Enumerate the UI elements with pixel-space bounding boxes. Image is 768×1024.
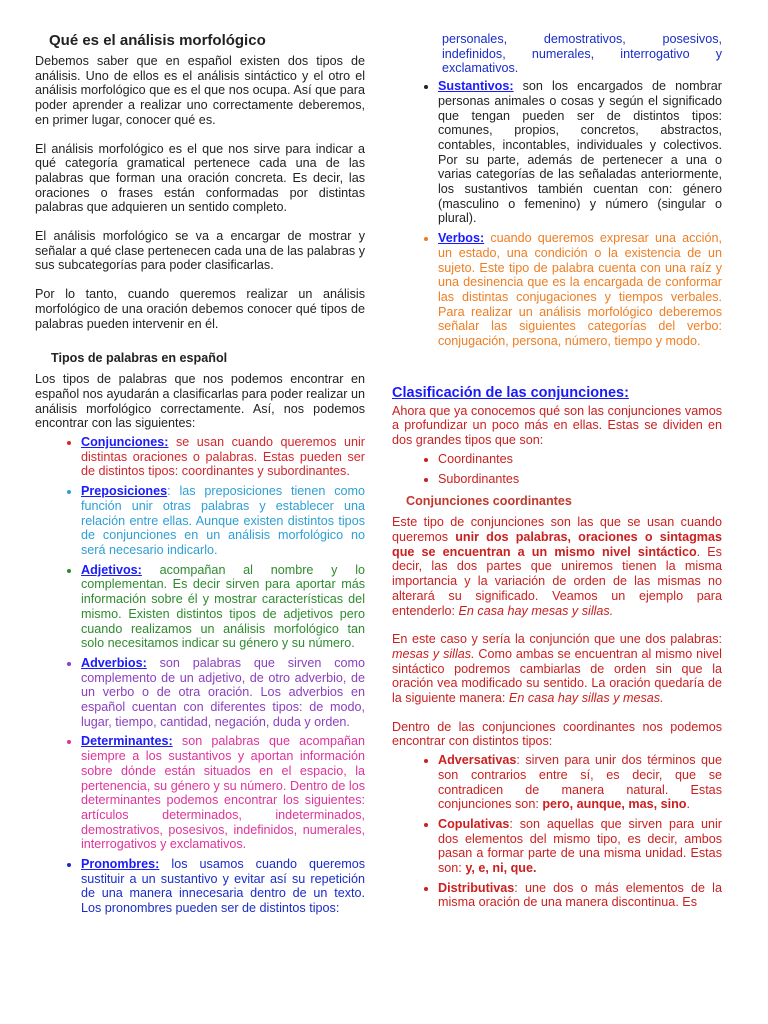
example-text: En casa hay mesas y sillas. xyxy=(458,603,614,618)
list-item-distributivas xyxy=(438,881,722,910)
term-sustantivos: Sustantivos: xyxy=(438,79,514,94)
item-text: se usan cuando queremos unir distintas oraciones o palabras. Estas pueden ser de distintos tipos: coordinantes y subordinantes. xyxy=(81,435,365,479)
right-column xyxy=(392,0,722,915)
conjunctions-heading: Clasificación de las conjunciones: xyxy=(392,384,629,401)
term-pronombres: Pronombres: xyxy=(81,857,160,872)
word-types-list xyxy=(35,435,365,916)
example-text: En casa hay sillas y mesas. xyxy=(508,691,664,706)
term-preposiciones: Preposiciones xyxy=(81,484,168,499)
text: . Es decir, las dos partes que uniremos tienen la misma importancia y la variación de orden de las mismas no alterará su significado. Veamos un ejemplo para entenderlo: xyxy=(392,544,722,618)
term-adversativas: Adversativas xyxy=(438,753,517,768)
list-item-pronombres xyxy=(81,857,365,916)
item-bold: y, e, ni, que. xyxy=(465,861,537,876)
item-text: : sirven para unir dos términos que son contrarios entre sí, es decir, que se contradicen de manera natural. Estas conjunciones son: xyxy=(438,753,722,812)
word-types-list-cont xyxy=(392,79,722,349)
list-item-coordinantes: • Coordinantes xyxy=(438,452,722,467)
intro-text: Debemos saber que en español existen dos tipos de análisis. Uno de ellos es el xyxy=(35,54,365,83)
intro-highlight-morfologico: análisis morfológico xyxy=(35,83,146,98)
item-text: acompañan al nombre y lo complementan. Es decir sirven para aportar más información sobre él y mostrar características del mismo. Existen distintos tipos de adjetivos pero cuando realizamos un análisis morfológico tan solo necesitamos indicar su género y su número. xyxy=(81,562,365,651)
types-intro: Los tipos de palabras que nos podemos encontrar en español nos ayudarán a clasificarlas para poder realizar un análisis morfológico correctamente. Así, nos podemos encontrar con las siguientes: xyxy=(35,372,365,431)
list-item-verbos xyxy=(438,231,722,349)
item-bold: pero, aunque, mas, sino xyxy=(542,797,687,812)
list-item-adversativas xyxy=(438,753,722,812)
item-text: son palabras que sirven como complemento de un adjetivo, de otro adverbio, de un verbo o de otra oración. Los adverbios en español cuentan con diferentes tipos: de modo, lugar, tiempo, cantidad, negación, duda y orden. xyxy=(81,655,365,729)
coordinantes-paragraph-2 xyxy=(392,632,722,706)
item-end: . xyxy=(686,797,690,812)
term-adjetivos: Adjetivos: xyxy=(81,562,142,577)
pronombres-continuation: personales, demostrativos, posesivos, indefinidos, numerales, interrogativo y exclamativos. xyxy=(442,32,722,76)
example-text: mesas y sillas. xyxy=(392,646,475,661)
conjunction-types-list xyxy=(392,452,722,486)
item-text: : une dos o más elementos de la misma oración de una manera discontinua. Es xyxy=(438,880,722,910)
intro-text: que es el que nos ocupa. Así que para poder aprender a realizar uno correctamente deberemos, en primer lugar, conocer qué es. xyxy=(35,83,365,127)
item-text: son palabras que acompañan siempre a los sustantivos y aportan información sobre dónde están situados en el espacio, la pertenencia, su género y su número. Dentro de los determinantes podemos encontrar los siguientes: artículos determinados, indeterminados, demostrativos, posesivos, indefinidos, numerales, interrogativos y exclamativos. xyxy=(81,734,365,852)
item-text: los usamos cuando queremos sustituir a un sustantivo y evitar así su repetición de una manera innecesaria dentro de un texto. Los pronombres pueden ser de distintos tipos: xyxy=(81,857,365,916)
conjunctions-intro: Ahora que ya conocemos qué son las conjunciones vamos a profundizar un poco más en ellas. Estas se dividen en dos grandes tipos que son: xyxy=(392,403,722,448)
page-title: Qué es el análisis morfológico xyxy=(49,32,266,49)
list-item-adjetivos xyxy=(81,563,365,651)
text: En este caso y sería la conjunción que une dos palabras: xyxy=(392,632,722,647)
list-item-sustantivos xyxy=(438,79,722,226)
list-item-adverbios xyxy=(81,656,365,730)
item-text: son los encargados de nombrar personas animales o cosas y según el significado que tengan pueden ser de distintos tipos: comunes, propios, concretos, abstractos, contables, incontables, individuales y colectivos. Por su parte, además de pertenecer a una o varias categorías de las señaladas anteriormente, los sustantivos también cuentan con: género (masculino o femenino) y número (singular o plural). xyxy=(438,79,722,226)
term-verbos: Verbos: xyxy=(438,231,485,246)
intro-paragraph-3: El análisis morfológico se va a encargar de mostrar y señalar a qué clase pertenecen cada una de las palabras y sus subcategorías para poder clasificarlas. xyxy=(35,229,365,273)
term-distributivas: Distributivas xyxy=(438,880,515,895)
list-item-determinantes xyxy=(81,734,365,852)
text: Como ambas se encuentran al mismo nivel sintáctico podremos cambiarlas de orden sin que la oración vea modificado su sentido. La oración quedaría de la siguiente manera: xyxy=(392,646,722,706)
term-determinantes: Determinantes: xyxy=(81,734,173,749)
item-text: cuando queremos expresar una acción, un estado, una condición o la existencia de un sujeto. Este tipo de palabra cuenta con una raíz y una desinencia que es la encargada de conformar las distintas conjugaciones y tiempos verbales. Para realizar un análisis morfológico deberemos señalar las siguientes categorías del verbo: conjugación, persona, número, tiempo y modo. xyxy=(438,231,722,349)
intro-paragraph-4: Por lo tanto, cuando queremos realizar un análisis morfológico de una oración debemos conocer qué tipos de palabras pueden intervenir en él. xyxy=(35,287,365,331)
term-adverbios: Adverbios: xyxy=(81,655,147,670)
bold-text: unir dos palabras, oraciones o sintagmas que se encuentran a un mismo nivel sintáctico xyxy=(392,529,722,559)
item-text: : las preposiciones tienen como función unir otras palabras y establecer una relación entre ellas. Aunque existen distintos tipos de conjunciones en un análisis morfológico no será necesario indicarlo. xyxy=(81,484,365,557)
coordinantes-paragraph-1 xyxy=(392,515,722,618)
intro-paragraph-1 xyxy=(35,54,365,128)
coordinantes-heading: Conjunciones coordinantes xyxy=(406,494,572,509)
intro-paragraph-2: El análisis morfológico es el que nos sirve para indicar a qué categoría gramatical pertenece cada una de las palabras que forman una oración concreta. Es decir, las oraciones o frases están conformadas por distintas palabras que adquieren un sentido completo. xyxy=(35,141,365,215)
list-item-conjunciones xyxy=(81,435,365,479)
list-item-copulativas xyxy=(438,817,722,876)
text: Este tipo de conjunciones son las que se usan cuando queremos xyxy=(392,515,722,544)
coordinantes-types-list xyxy=(392,753,722,910)
list-item-subordinantes: • Subordinantes xyxy=(438,472,722,487)
list-item-preposiciones xyxy=(81,484,365,558)
intro-highlight-sintactico: análisis sintáctico xyxy=(197,68,297,83)
intro-text: y el otro el xyxy=(296,68,366,83)
section-title-tipos: Tipos de palabras en español xyxy=(51,351,228,366)
term-copulativas: Copulativas xyxy=(438,816,510,831)
left-column xyxy=(35,0,365,921)
coordinantes-paragraph-3: Dentro de las conjunciones coordinantes nos podemos encontrar con distintos tipos: xyxy=(392,719,722,749)
item-text: : son aquellas que sirven para unir dos elementos del mismo tipo, es decir, ambos pasan a formar parte de una misma unidad. Estas son: xyxy=(438,816,722,876)
term-conjunciones: Conjunciones: xyxy=(81,435,169,450)
